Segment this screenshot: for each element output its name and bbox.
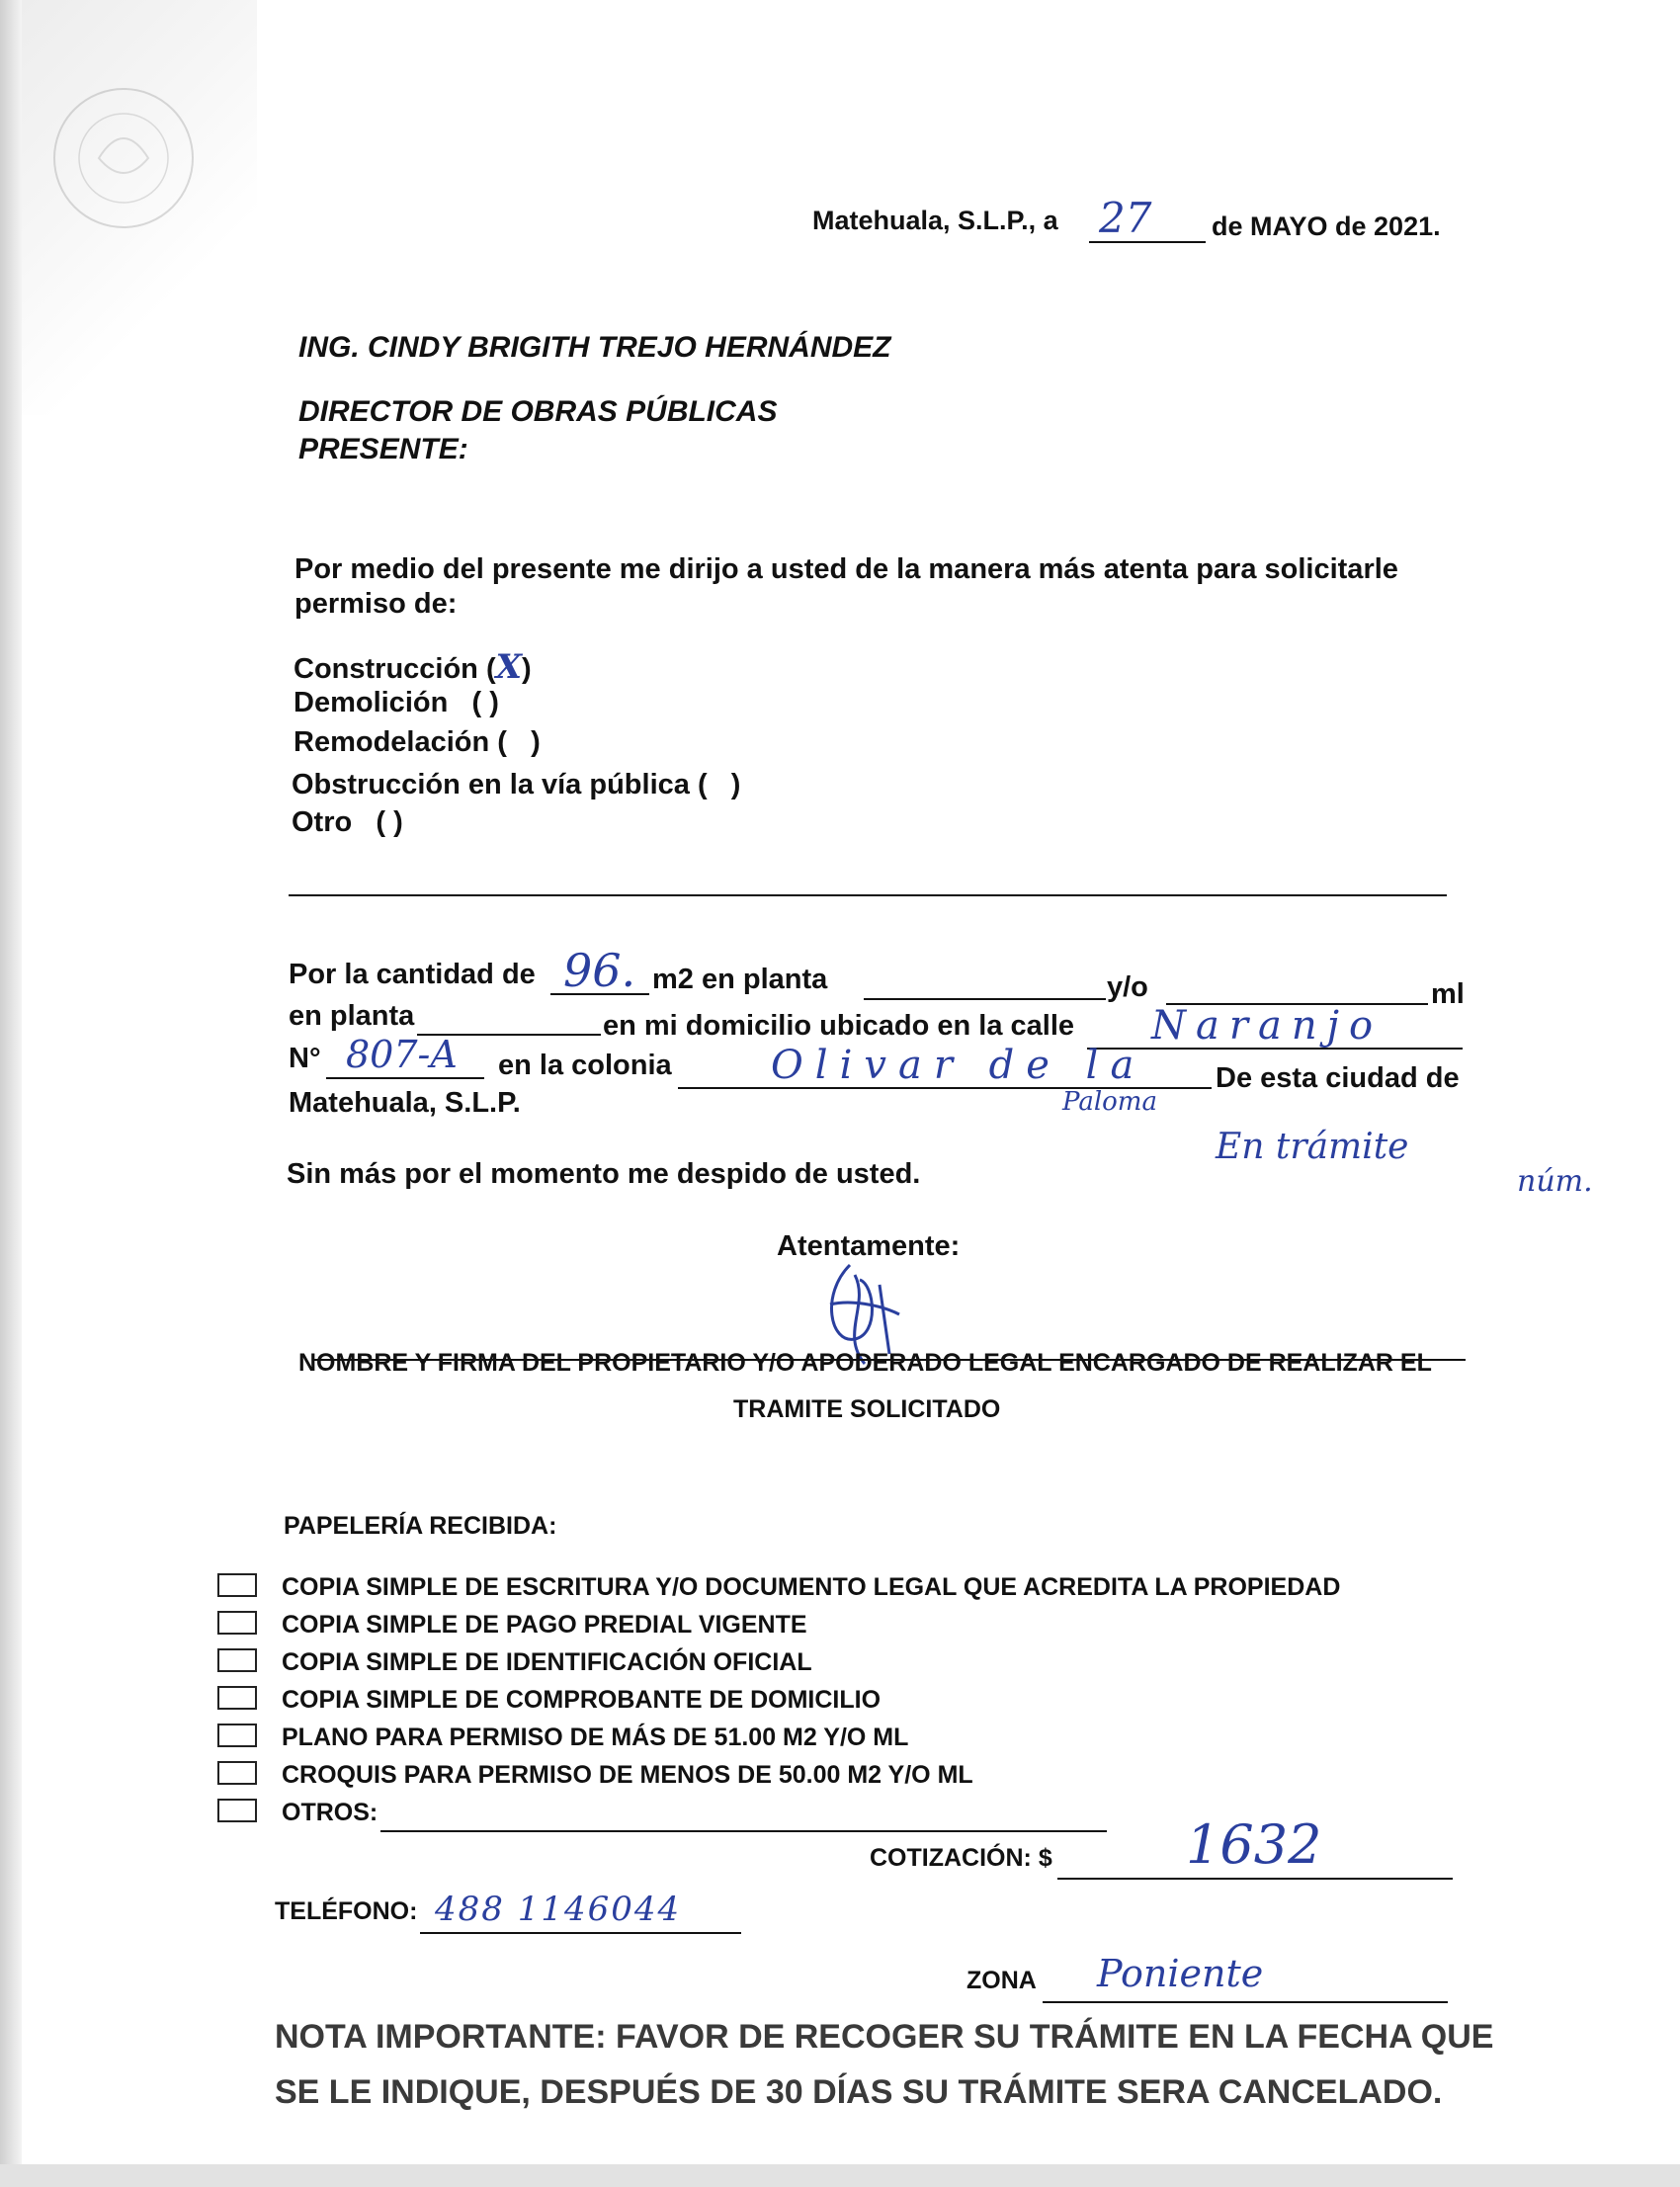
- farewell: Sin más por el momento me despido de usted.: [287, 1158, 921, 1190]
- important-note-line-1: [275, 2018, 1493, 2057]
- side-note-handwritten-2: núm.: [1517, 1164, 1593, 1199]
- option-otro: [292, 806, 403, 839]
- paper-checkbox[interactable]: [217, 1799, 257, 1822]
- option-mark: X: [495, 647, 523, 687]
- signature-caption-1: NOMBRE Y FIRMA DEL PROPIETARIO Y/O APODERADO LEGAL ENCARGADO DE REALIZAR EL: [298, 1349, 1432, 1377]
- important-note-line-2: SE LE INDIQUE, DESPUÉS DE 30 DÍAS SU TRÁMITE SERA CANCELADO.: [275, 2073, 1443, 2111]
- number-handwritten: 807-A: [346, 1033, 458, 1076]
- regards: Atentamente:: [777, 1230, 961, 1262]
- option-close: ( ): [471, 687, 499, 718]
- paper-checkbox[interactable]: [217, 1724, 257, 1747]
- important-note-label: NOTA IMPORTANTE:: [275, 2018, 607, 2056]
- option-label: Remodelación (: [294, 726, 507, 758]
- paper-checkbox[interactable]: [217, 1573, 257, 1597]
- signature-caption-2: TRAMITE SOLICITADO: [733, 1395, 1001, 1423]
- quantity-prefix: Por la cantidad de: [289, 959, 536, 990]
- en-planta-label: en planta: [289, 1000, 415, 1032]
- paper-item: COPIA SIMPLE DE ESCRITURA Y/O DOCUMENTO LEGAL QUE ACREDITA LA PROPIEDAD: [282, 1573, 1341, 1601]
- scan-left-edge: [0, 0, 22, 2187]
- option-label: Otro: [292, 806, 353, 838]
- scan-bottom-edge: [0, 2164, 1680, 2187]
- zone-value-handwritten: Poniente: [1097, 1952, 1264, 1995]
- paper-checkbox[interactable]: [217, 1611, 257, 1635]
- paper-checkbox[interactable]: [217, 1648, 257, 1672]
- option-demolicion: [294, 687, 499, 719]
- paper-item: COPIA SIMPLE DE COMPROBANTE DE DOMICILIO: [282, 1686, 882, 1714]
- city: Matehuala, S.L.P.: [289, 1087, 521, 1119]
- quote-underline: [1057, 1878, 1453, 1880]
- paper-checkbox[interactable]: [217, 1686, 257, 1710]
- quantity-ml: ml: [1431, 978, 1465, 1010]
- intro-line-1: Por medio del presente me dirijo a usted de la manera más atenta para solicitarle: [294, 553, 1398, 585]
- city-suffix: De esta ciudad de: [1216, 1062, 1460, 1094]
- option-construccion: [294, 647, 532, 687]
- option-label: Construcción (: [294, 653, 496, 685]
- phone-label: TELÉFONO:: [275, 1897, 418, 1925]
- paper-item: PLANO PARA PERMISO DE MÁS DE 51.00 M2 Y/O ML: [282, 1724, 909, 1751]
- otro-specify-line: [289, 894, 1447, 896]
- option-close: ): [531, 726, 541, 758]
- number-label: N°: [289, 1043, 321, 1074]
- side-note-handwritten: En trámite: [1216, 1127, 1409, 1167]
- address-label: en mi domicilio ubicado en la calle: [603, 1010, 1075, 1042]
- option-remodelacion: [294, 726, 541, 759]
- phone-value-handwritten: 488 1146044: [435, 1890, 682, 1929]
- papers-heading: PAPELERÍA RECIBIDA:: [284, 1512, 557, 1540]
- paper-item: COPIA SIMPLE DE IDENTIFICACIÓN OFICIAL: [282, 1648, 812, 1676]
- option-obstruccion: [292, 769, 740, 801]
- colonia-handwritten-2: Paloma: [1062, 1087, 1157, 1117]
- paper-item: CROQUIS PARA PERMISO DE MENOS DE 50.00 M2 Y/O ML: [282, 1761, 973, 1789]
- street-handwritten: Naranjo: [1151, 1003, 1384, 1049]
- zone-label: ZONA: [966, 1967, 1037, 1994]
- stamp-seal-icon: [40, 59, 208, 257]
- paper-item: OTROS:: [282, 1799, 378, 1826]
- colonia-handwritten: Olivar de la: [771, 1043, 1146, 1088]
- addressee-name: ING. CINDY BRIGITH TREJO HERNÁNDEZ: [298, 331, 891, 364]
- number-underline: [326, 1077, 484, 1079]
- addressee-present: PRESENTE:: [298, 433, 468, 465]
- paper-checkbox[interactable]: [217, 1761, 257, 1785]
- addressee-title: DIRECTOR DE OBRAS PÚBLICAS: [298, 395, 778, 428]
- quote-value-handwritten: 1632: [1186, 1813, 1322, 1876]
- place-date-prefix: Matehuala, S.L.P., a: [812, 206, 1058, 235]
- quantity-unit: m2 en planta: [652, 964, 828, 995]
- option-close: ): [730, 769, 741, 800]
- quantity-value-handwritten: 96.: [563, 944, 636, 997]
- planta-underline: [864, 998, 1106, 1000]
- quote-label: COTIZACIÓN: $: [870, 1844, 1052, 1872]
- option-close: ): [522, 653, 532, 685]
- quantity-yo: y/o: [1107, 971, 1148, 1003]
- otros-underline: [380, 1830, 1107, 1832]
- colonia-label: en la colonia: [498, 1050, 672, 1081]
- option-label: Demolición: [294, 687, 449, 718]
- paper-item: COPIA SIMPLE DE PAGO PREDIAL VIGENTE: [282, 1611, 807, 1639]
- important-note-text-1: FAVOR DE RECOGER SU TRÁMITE EN LA FECHA QUE: [616, 2018, 1494, 2056]
- phone-underline: [420, 1932, 741, 1934]
- option-label: Obstrucción en la vía pública (: [292, 769, 708, 800]
- intro-line-2: permiso de:: [294, 588, 458, 620]
- day-handwritten: 27: [1099, 194, 1152, 242]
- zone-underline: [1043, 2001, 1448, 2003]
- place-date-suffix: de MAYO de 2021.: [1212, 211, 1441, 241]
- option-close: ( ): [376, 806, 403, 838]
